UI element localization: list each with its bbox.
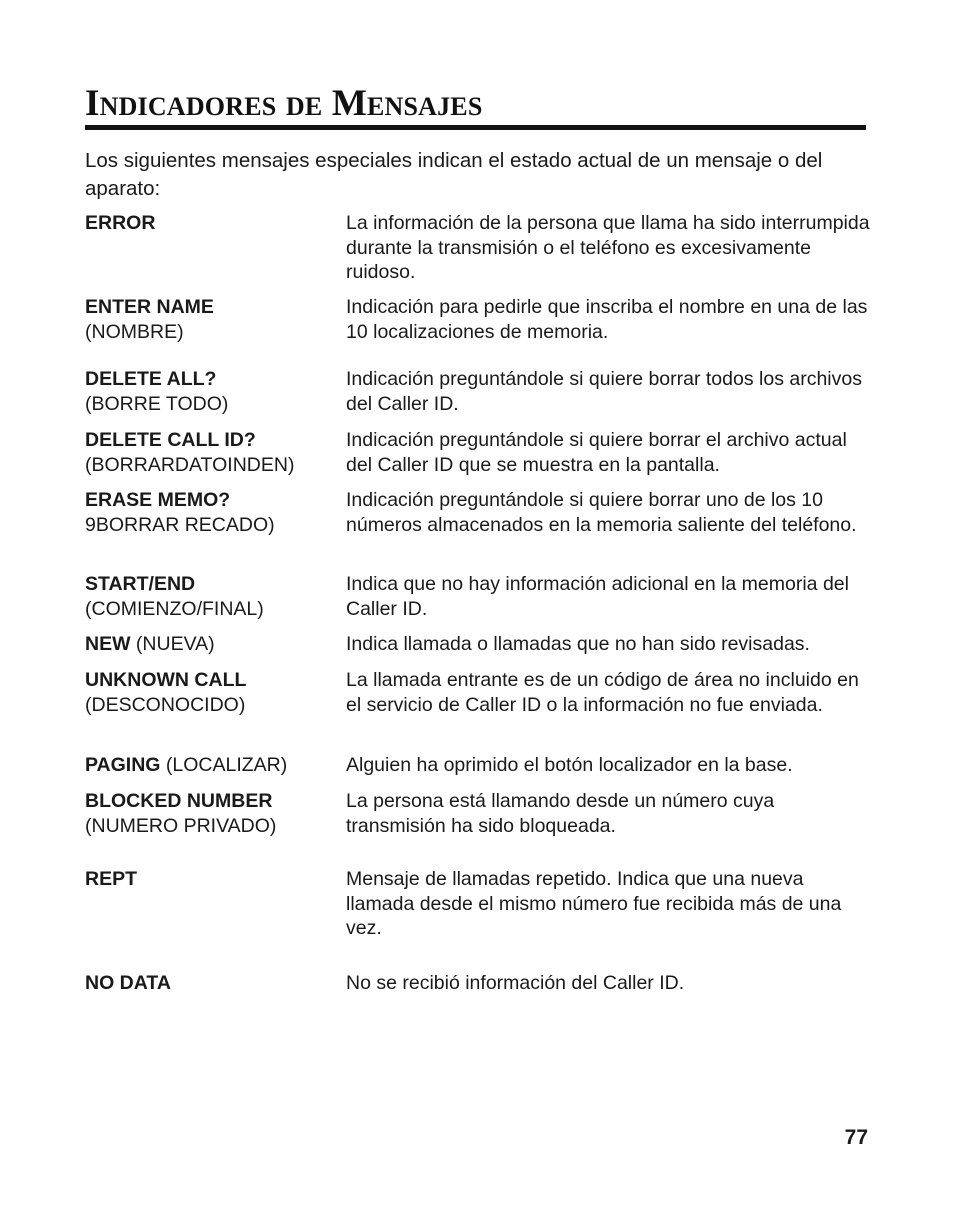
entry-description-error: La información de la persona que llama ha sido interrumpida durante la transmisión o el teléfono es excesivamente ruidoso. <box>346 212 870 283</box>
intro-paragraph: Los siguientes mensajes especiales indican el estado actual de un mensaje o del aparato: <box>85 149 823 200</box>
term-label: DELETE ALL? <box>85 368 217 390</box>
term-label: ENTER NAME <box>85 296 214 318</box>
term-label: UNKNOWN CALL <box>85 669 247 691</box>
entry-description-erase-memo: Indicación preguntándole si quiere borrar uno de los 10 números almacenados en la memoria saliente del teléfono. <box>346 489 857 536</box>
entry-term-error <box>85 211 335 236</box>
entry-term-blocked-number <box>85 789 335 838</box>
term-label: PAGING <box>85 754 161 776</box>
entry-term-new <box>85 632 335 657</box>
entry-term-enter-name <box>85 295 335 344</box>
entry-term-rept <box>85 867 335 892</box>
entry-description-delete-all: Indicación preguntándole si quiere borrar todos los archivos del Caller ID. <box>346 368 862 415</box>
entry-term-delete-call-id <box>85 428 335 477</box>
term-translation: 9BORRAR RECADO) <box>85 513 275 536</box>
term-translation: (NUEVA) <box>135 633 215 655</box>
term-translation: (NOMBRE) <box>85 320 184 343</box>
term-translation: (COMIENZO/FINAL) <box>85 597 264 620</box>
term-translation: (DESCONOCIDO) <box>85 693 246 716</box>
term-label: NO DATA <box>85 972 171 994</box>
term-label: START/END <box>85 573 196 595</box>
page-title: Indicadores de Mensajes <box>85 83 483 124</box>
entry-term-unknown-call <box>85 668 335 717</box>
term-label: REPT <box>85 868 138 890</box>
entry-description-enter-name: Indicación para pedirle que inscriba el nombre en una de las 10 localizaciones de memoria. <box>346 296 868 343</box>
entry-term-erase-memo <box>85 488 335 537</box>
term-translation: (BORRE TODO) <box>85 392 229 415</box>
entry-description-delete-call-id: Indicación preguntándole si quiere borrar el archivo actual del Caller ID que se muestra en la pantalla. <box>346 429 847 476</box>
term-label: NEW <box>85 633 131 655</box>
entry-term-no-data <box>85 971 335 996</box>
term-translation: (NUMERO PRIVADO) <box>85 814 277 837</box>
term-translation: (BORRARDATOINDEN) <box>85 453 295 476</box>
entry-description-new: Indica llamada o llamadas que no han sido revisadas. <box>346 633 810 655</box>
entry-term-paging <box>85 753 335 778</box>
entry-description-unknown-call: La llamada entrante es de un código de área no incluido en el servicio de Caller ID o la información no fue enviada. <box>346 669 859 716</box>
term-label: ERROR <box>85 212 156 234</box>
term-label: ERASE MEMO? <box>85 489 231 511</box>
entry-description-no-data: No se recibió información del Caller ID. <box>346 972 685 994</box>
title-rule <box>85 125 866 130</box>
term-label: BLOCKED NUMBER <box>85 790 273 812</box>
term-label: DELETE CALL ID? <box>85 429 256 451</box>
page-number: 77 <box>844 1126 868 1149</box>
term-translation: (LOCALIZAR) <box>165 754 288 776</box>
entry-description-blocked-number: La persona está llamando desde un número cuya transmisión ha sido bloqueada. <box>346 790 775 837</box>
entry-description-paging: Alguien ha oprimido el botón localizador en la base. <box>346 754 793 776</box>
entry-term-start-end <box>85 572 335 621</box>
entry-description-start-end: Indica que no hay información adicional en la memoria del Caller ID. <box>346 573 849 620</box>
entry-description-rept: Mensaje de llamadas repetido. Indica que una nueva llamada desde el mismo número fue recibida más de una vez. <box>346 868 842 939</box>
entry-term-delete-all <box>85 367 335 416</box>
